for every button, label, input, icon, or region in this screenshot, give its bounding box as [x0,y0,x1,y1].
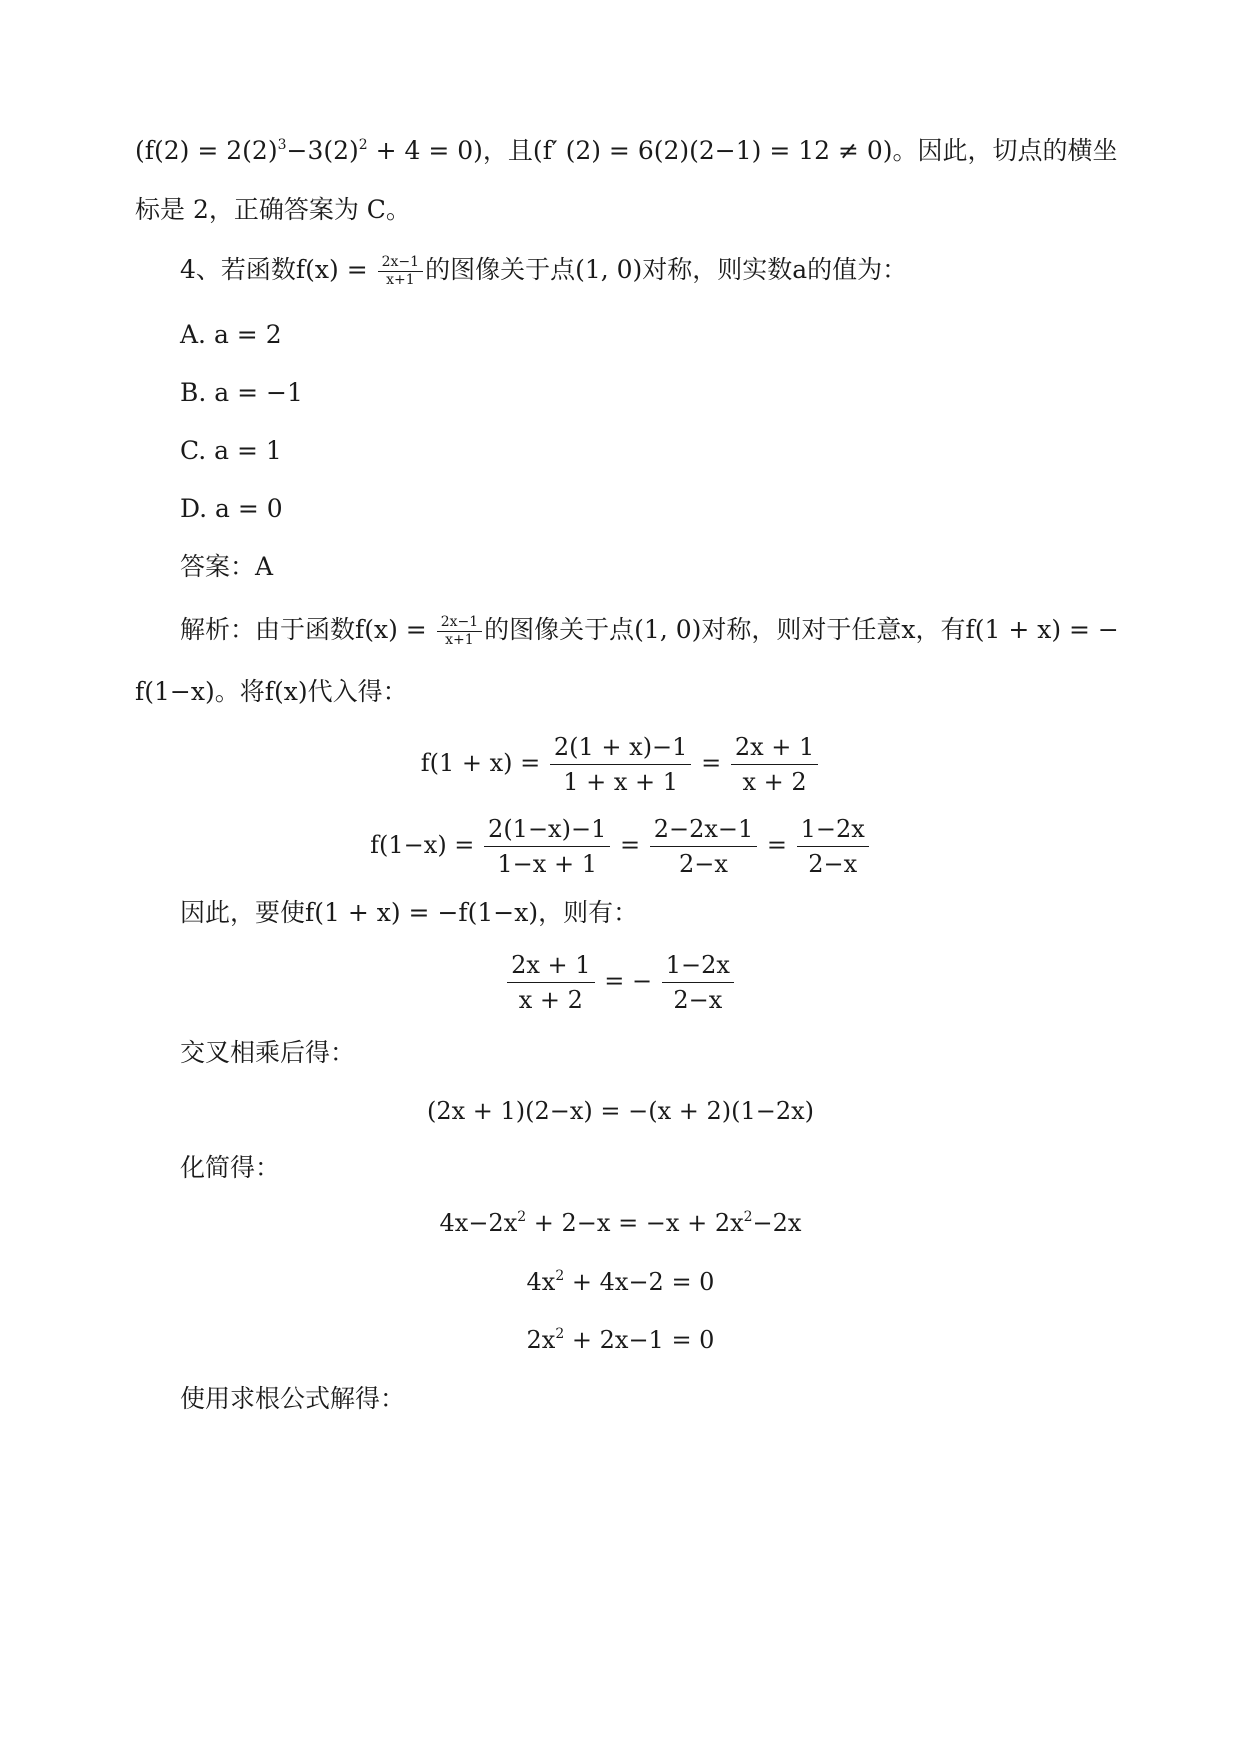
numerator: 2x−1 [437,614,482,632]
numerator: 2−2x−1 [650,812,758,847]
denominator: x+1 [445,632,474,648]
numerator: 2(1 + x)−1 [550,730,692,765]
equation-5 [0,1207,1241,1239]
option-b: B. a = −1 [180,378,303,407]
fraction [650,812,758,881]
condition-line: 因此，要使f(1 + x) = −f(1−x)，则有： [180,898,639,927]
superscript: 2 [358,137,368,153]
text-segment: + 4x−2 = 0 [564,1268,715,1296]
equation-1 [0,730,1241,799]
numerator: 2x−1 [378,254,423,272]
text-segment: = [612,831,648,859]
question-stem [180,254,907,289]
fraction [662,948,734,1017]
superscript: 2 [743,1209,753,1225]
text-segment: 2x [526,1326,556,1354]
text-segment: 的图像关于点(1, 0)对称，则对于任意x，有f(1 + x) = − [484,615,1119,644]
fraction [437,614,482,649]
fraction [550,730,692,799]
equation-3 [0,948,1241,1017]
denominator: 1−x + 1 [497,850,597,878]
text-segment: 4x [526,1268,556,1296]
text-segment: = − [596,967,660,995]
numerator: 2x + 1 [507,948,594,983]
text-segment: f(1 + x) = [420,749,548,777]
superscript: 2 [555,1268,565,1284]
text-segment: (f(2) = 2(2) [135,136,278,165]
denominator: x + 2 [518,986,583,1014]
fraction [731,730,818,799]
text-segment: + 2−x = −x + 2x [526,1209,744,1237]
denominator: x+1 [386,272,415,288]
text-line [135,135,1118,167]
equation-4: (2x + 1)(2−x) = −(x + 2)(1−2x) [426,1097,815,1125]
text-segment: −2x [752,1209,802,1237]
option-a: A. a = 2 [180,320,282,349]
text-segment: 4、若函数f(x) = [180,255,376,284]
numerator: 2(1−x)−1 [484,812,610,847]
text-segment: 4x−2x [439,1209,518,1237]
numerator: 1−2x [797,812,869,847]
fraction [378,254,423,289]
text-segment: 解析：由于函数f(x) = [180,615,435,644]
fraction [507,948,594,1017]
option-c: C. a = 1 [180,436,282,465]
numerator: 2x + 1 [731,730,818,765]
text-segment: + 2x−1 = 0 [564,1326,715,1354]
denominator: x + 2 [742,768,807,796]
option-d: D. a = 0 [180,494,283,523]
answer: 答案：A [180,552,274,581]
fraction [797,812,869,881]
numerator: 1−2x [662,948,734,983]
fraction [484,812,610,881]
text-line: 标是 2，正确答案为 C。 [135,195,411,224]
text-segment: = [693,749,729,777]
text-line: 使用求根公式解得： [180,1384,406,1413]
superscript: 2 [517,1209,527,1225]
denominator: 2−x [808,850,858,878]
equation-6 [0,1266,1241,1298]
equation-7 [0,1324,1241,1356]
denominator: 1 + x + 1 [563,768,679,796]
superscript: 3 [277,137,287,153]
text-line: 交叉相乘后得： [180,1038,356,1067]
analysis-line: f(1−x)。将f(x)代入得： [135,677,408,706]
text-segment: = [759,831,795,859]
text-segment: −3(2) [286,136,359,165]
analysis-line [180,614,1119,649]
denominator: 2−x [679,850,728,878]
text-segment: + 4 = 0)，且(f′ (2) = 6(2)(2−1) = 12 ≠ 0)。因此，切点的横坐 [367,136,1118,165]
superscript: 2 [555,1326,565,1342]
text-segment: f(1−x) = [370,831,483,859]
equation-2 [0,812,1241,881]
text-segment: 的图像关于点(1, 0)对称，则实数a的值为： [425,255,908,284]
denominator: 2−x [673,986,723,1014]
text-line: 化简得： [180,1153,281,1182]
